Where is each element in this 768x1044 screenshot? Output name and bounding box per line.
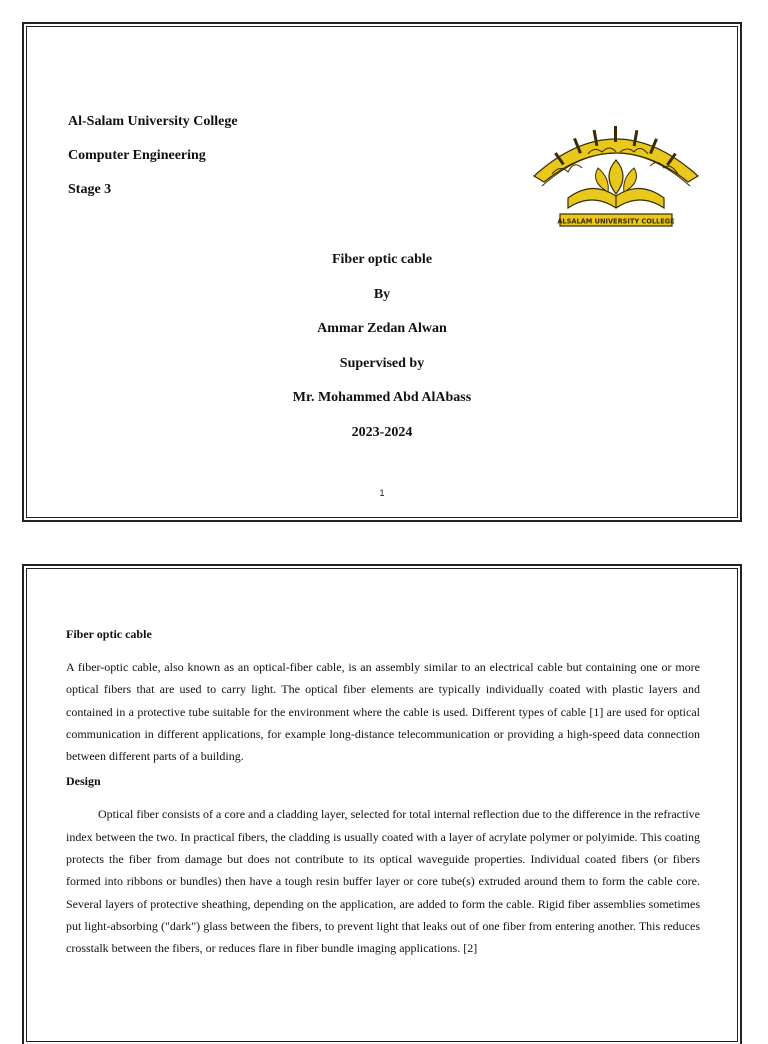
page-content <box>66 626 700 966</box>
section-heading-fiber-optic-cable: Fiber optic cable <box>66 627 152 641</box>
by-label: By <box>373 286 391 302</box>
page-number: 1 <box>379 488 385 498</box>
supervisor-name: Mr. Mohammed Abd AlAbass <box>292 390 472 405</box>
stage-label: Stage 3 <box>68 182 112 197</box>
document-title: Fiber optic cable <box>331 252 433 267</box>
institution-header <box>68 114 238 216</box>
document-page-2 <box>22 564 742 1044</box>
department-name: Computer Engineering <box>68 148 206 163</box>
intro-paragraph: A fiber-optic cable, also known as an optical-fiber cable, is an assembly similar to an electrical cable but containing one or more optical fibers that are used to carry light. The optical fiber elements are typically individually coated with plastic layers and contained in a protective tube suitable for the environment where the cable is used. Different types of cable [1] are used for optical communication in different applications, for example long-distance telecommunication or providing a high-speed data connection between different parts of a building. <box>66 660 700 764</box>
supervised-label: Supervised by <box>339 355 425 371</box>
title-block <box>24 252 740 459</box>
design-paragraph: Optical fiber consists of a core and a cladding layer, selected for total internal reflection due to the difference in the refractive index between the two. In practical fibers, the cladding is usually coated with a layer of acrylate polymer or polyimide. This coating protects the fiber from damage but does not contribute to its optical waveguide properties. Individual coated fibers (or fibers formed into ribbons or bundles) then have a tough resin buffer layer or core tube(s) extruded around them to form the cable core. Several layers of protective sheathing, depending on the application, are added to form the cable. Rigid fiber assemblies sometimes put light-absorbing ("dark") glass between the fibers, to prevent light that leaks out of one fiber from entering another. This reduces crosstalk between the fibers, or reduces flare in fiber bundle imaging applications. [2] <box>66 807 700 956</box>
academic-year: 2023-2024 <box>351 424 413 440</box>
college-name: Al-Salam University College <box>68 114 238 129</box>
document-page-1 <box>22 22 742 522</box>
author-name: Ammar Zedan Alwan <box>317 321 447 336</box>
section-heading-design: Design <box>66 774 101 789</box>
logo-banner-text: ALSALAM UNIVERSITY COLLEGE <box>557 217 675 226</box>
university-logo <box>528 116 704 228</box>
